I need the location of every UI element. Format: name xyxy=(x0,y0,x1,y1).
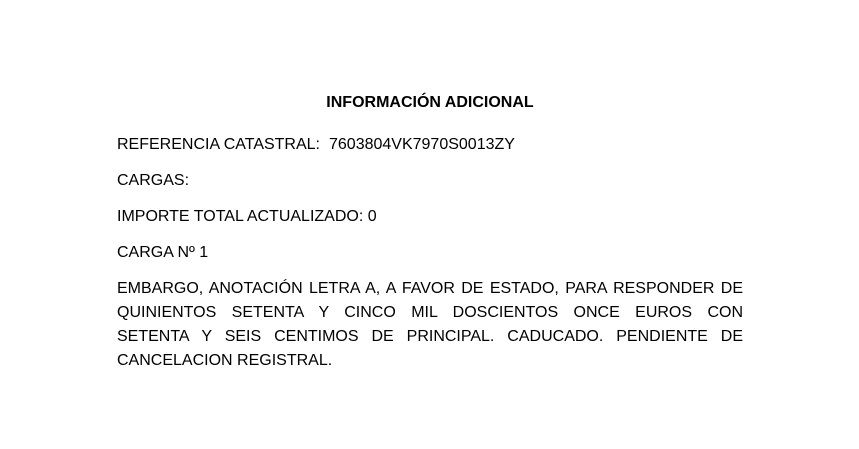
cargas-heading: CARGAS: xyxy=(117,172,190,189)
document-content xyxy=(117,0,743,373)
carga-number-heading: CARGA Nº 1 xyxy=(117,244,209,261)
document-title: INFORMACIÓN ADICIONAL xyxy=(326,94,534,111)
field-importe-total xyxy=(117,205,743,229)
importe-total-value: 0 xyxy=(367,208,377,225)
carga-description-line-2: QUINIENTOS SETENTA Y CINCO MIL DOSCIENTOS ONCE EUROS CON xyxy=(117,304,743,321)
carga-description-line-4: CANCELACION REGISTRAL. xyxy=(117,352,333,369)
carga-description-line-1: EMBARGO, ANOTACIÓN LETRA A, A FAVOR DE ESTADO, PARA RESPONDER DE xyxy=(117,280,743,297)
referencia-catastral-label: REFERENCIA CATASTRAL: xyxy=(117,136,320,153)
carga-description xyxy=(117,277,743,373)
referencia-catastral-value: 7603804VK7970S0013ZY xyxy=(329,136,515,153)
importe-total-label: IMPORTE TOTAL ACTUALIZADO: xyxy=(117,208,364,225)
carga-description-line-3: SETENTA Y SEIS CENTIMOS DE PRINCIPAL. CADUCADO. PENDIENTE DE xyxy=(117,328,743,345)
field-referencia-catastral xyxy=(117,133,743,157)
